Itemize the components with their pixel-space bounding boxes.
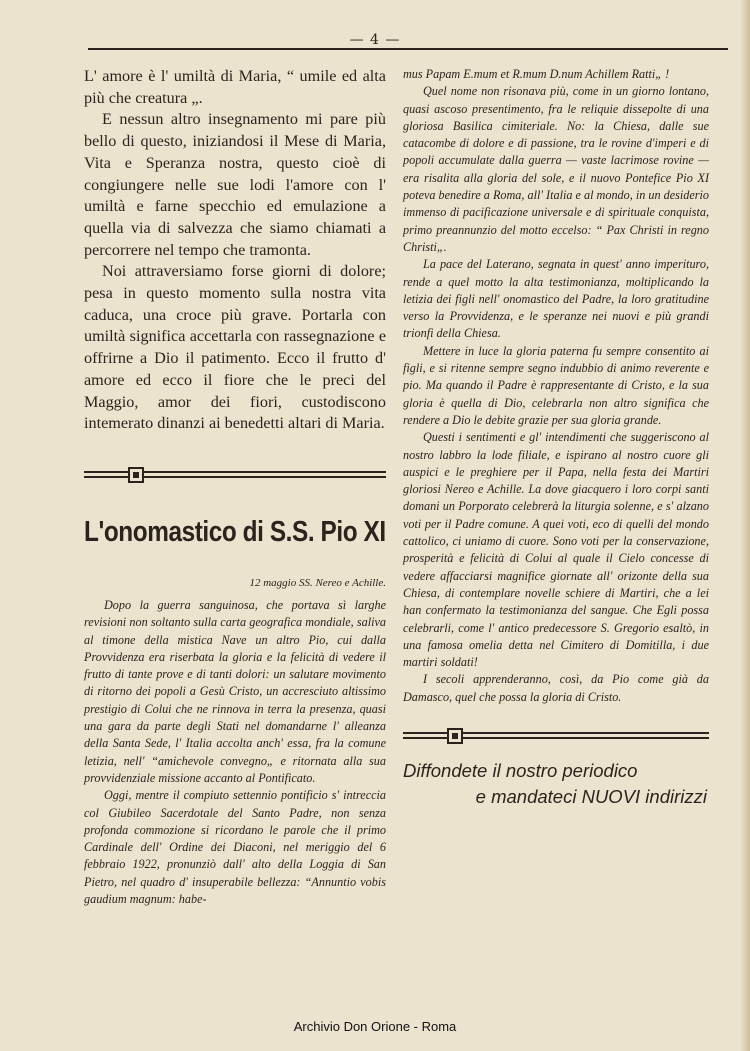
article-paragraph: Quel nome non risonava più, come in un giorno lontano, quasi ascoso presentimento, fra le reliquie dissepolte di una gloriosa Basilica cimiteriale. No: la Chiesa, dalle sue catacombe di dolore e di passione, tra le rovine d'imperi e di popoli accumulate dalla guerra — vaste lacrimose rovine — era risalita alla gloria del sole, e il nuovo Pontefice Pio XI poteva benedire a Roma, all' Italia e al mondo, in un desiderio immenso di pacificazione universale e di spirituale conquista, primo preannunzio del motto eccelso: “ Pax Christi in regno Christi„. <box>403 84 709 254</box>
page-number: — 4 — <box>349 32 401 48</box>
intro-paragraph: Noi attraversiamo forse giorni di dolore; pesa in questo momento sulla nostra vita caduca, una croce più grave. Portarla con umiltà significa accettarla con rassegnazione e offrirne a Dio il patimento. Ecco il frutto d' amore ed ecco il fiore che le preci del Maggio, amor dei fiori, custodiscono intemerato dinanzi ai benedetti altari di Maria. <box>84 262 386 433</box>
article-paragraph: La pace del Laterano, segnata in quest' anno imperituro, rende a quel motto la alta testimonianza, moltiplicando la letizia dei figli nell' onomastico del Padre, la loro gratitudine verso la Provvidenza, e le speranze nei nuovi e più grandi trionfi della Chiesa. <box>403 257 709 341</box>
intro-paragraph: L' amore è l' umiltà di Maria, “ umile ed alta più che creatura „. <box>84 67 386 107</box>
article-dateline: 12 maggio SS. Nereo e Achille. <box>249 576 386 589</box>
right-column <box>403 66 709 810</box>
intro-paragraph: E nessun altro insegnamento mi pare più bello di questo, iniziandosi il Mese di Maria, Vita e Speranza nostra, questo cioè di congiungere nelle sue lodi l'amore con l' umiltà e farne specchio ed emulazione a quella via di salvezza che siamo chiamati a percorrere nel tempo che tramonta. <box>84 110 386 259</box>
archive-credit: Archivio Don Orione - Roma <box>293 1019 457 1034</box>
left-column <box>84 66 386 908</box>
promo-line-2: e mandateci NUOVI indirizzi <box>475 785 707 807</box>
article-paragraph: Oggi, mentre il compiuto settennio pontificio s' intreccia col Giubileo Sacerdotale del Santo Padre, non senza profonda commozione si ricordano le parole che il primo Cardinale dell' Ordine dei Diaconi, nel meriggio del 6 febbraio 1922, pronunziò dall' alto della Loggia di San Pietro, nel quadro d' insuperabile bellezza: “Annuntio vobis gaudium magnum: habe- <box>84 788 386 906</box>
article-paragraph: I secoli apprenderanno, così, da Pio come già da Damasco, quel che possa la gloria di Cristo. <box>403 672 709 704</box>
article-paragraph: Questi i sentimenti e gl' intendimenti che suggeriscono al nostro labbro la lode filiale, e ispirano al nostro cuore gli auspici e le preghiere per il Papa, nella festa dei Martiri gloriosi Nereo e Achille. La dove giacquero i loro corpi santi domani un Porporato celebrerà la liturgia solenne, e s' alzano voti per il Padre comune. A quei voti, eco di quelli del mondo cattolico, ci uniamo di cuore. Sono voti per la conservazione, prosperità e felicità di Colui al quale il Cielo concesse di vedere affacciarsi magnifice giornate all' orizonte della sua Chiesa, di contemplare novelle schiere di Martiri, che a lei han confermato la testimonianza del sangue. Che Egli possa celebrarli, come l' antico predecessore S. Gregorio esaltò, in una famosa omelia detta nel Cimitero di Domitilla, i due martiri soldati! <box>403 430 709 670</box>
header-rule <box>88 48 728 50</box>
section-divider <box>403 728 709 742</box>
article-title: L'onomastico di S.S. Pio XI <box>84 515 386 548</box>
page-edge <box>740 0 750 1051</box>
promo-line-1: Diffondete il nostro periodico <box>403 759 638 781</box>
article-paragraph: Dopo la guerra sanguinosa, che portava sì larghe revisioni non soltanto sulla carta geografica mondiale, saliva al timone della mistica Nave un altro Pio, cui dalla Provvidenza era riserbata la gloria e la felicità di vedere il frutto di tante prove e di tanti dolori: un salutare movimento di ritorno dei popoli a Gesù Cristo, un accresciuto altissimo prestigio di Colui che ne rinnova in terra la presenza, quasi una gara da parte degli Stati nel domandarne l' alleanza della Santa Sede, l' Italia accolta anch' essa, fra la comune letizia, nell' “amichevole convegno„ e ritornata alla sua provvidenziale missione accanto al Pontificato. <box>84 597 386 785</box>
section-divider <box>84 467 386 481</box>
article-paragraph: Mettere in luce la gloria paterna fu sempre consentito ai figli, e si ritenne sempre segno indubbio di animo reverente e pio. Ma quando il Padre è rappresentante di Cristo, e la sua gloria è quella di Dio, celebrarla non altro significa che rendere a Dio le debite grazie per sua gloria grande. <box>403 343 709 427</box>
article-continuation: mus Papam E.mum et R.mum D.num Achillem Ratti„ ! <box>403 67 670 81</box>
